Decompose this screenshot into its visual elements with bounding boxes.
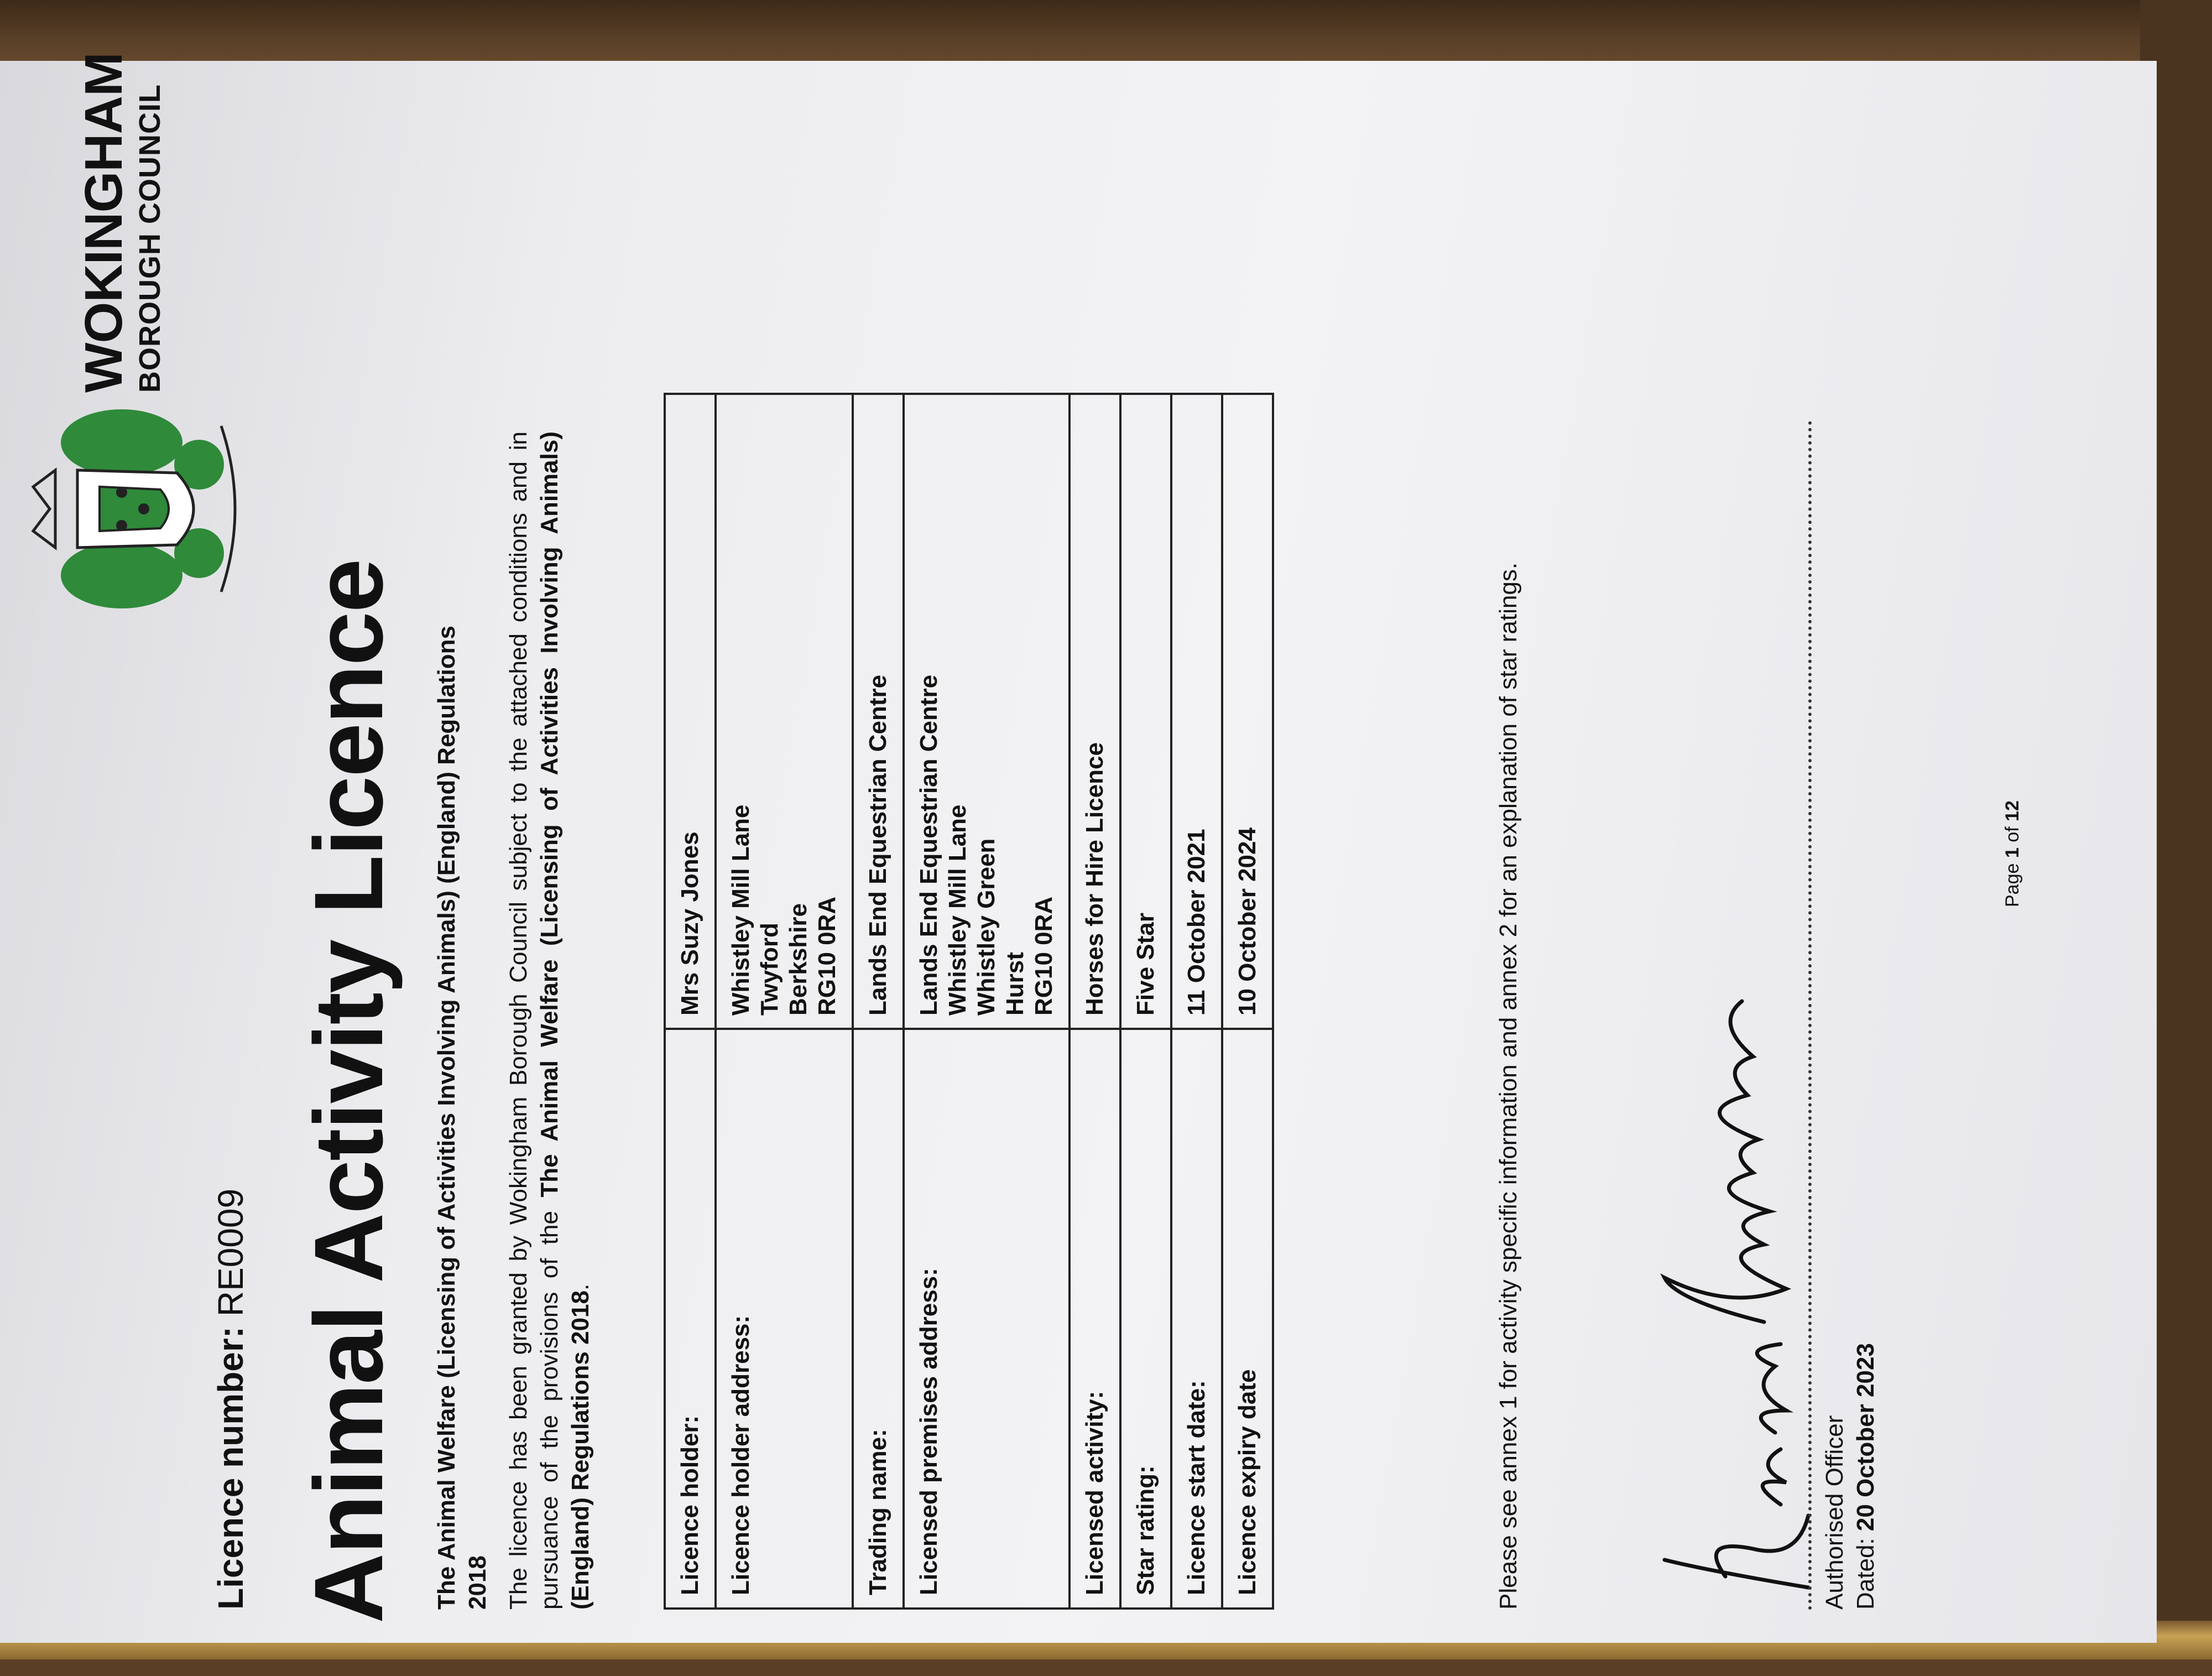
detail-value: Lands End Equestrian Centre — [853, 394, 904, 1029]
council-logo — [11, 53, 243, 614]
table-row — [1120, 394, 1171, 1609]
paper-sheet — [0, 53, 2157, 1643]
intro-text: The licence has been granted by Wokingham Borough Council subject to the attached conditions and in pursuance of the provisions of the — [505, 431, 563, 1610]
table-row — [1070, 394, 1120, 1609]
officer-block — [1819, 1343, 1881, 1610]
detail-label: Licence holder address: — [716, 1029, 853, 1609]
council-name: WOKINGHAM — [74, 53, 133, 393]
licence-page — [0, 53, 2101, 1676]
dated-label: Dated: — [1852, 1538, 1879, 1610]
pager-current: 1 — [2002, 847, 2023, 858]
detail-value: Whistley Mill Lane Twyford Berkshire RG10 0RA — [716, 394, 853, 1029]
dated-value: 20 October 2023 — [1852, 1343, 1879, 1532]
annex-note: Please see annex 1 for activity specific information and annex 2 for an explanation of star ratings. — [1495, 562, 1522, 1610]
detail-label: Licence expiry date — [1222, 1029, 1273, 1609]
detail-label: Licensed activity: — [1070, 1029, 1120, 1609]
pager-prefix: Page — [2002, 863, 2023, 907]
detail-label: Trading name: — [853, 1029, 904, 1609]
council-crest-icon — [11, 404, 243, 614]
detail-label: Licensed premises address: — [904, 1029, 1070, 1609]
table-row — [904, 394, 1070, 1609]
detail-label: Star rating: — [1120, 1029, 1171, 1609]
council-subtitle: BOROUGH COUNCIL — [133, 84, 166, 393]
signature-line — [1808, 420, 1812, 1610]
detail-value: Lands End Equestrian Centre Whistley Mill Lane Whistley Green Hurst RG10 0RA — [904, 394, 1070, 1029]
detail-value: Five Star — [1120, 394, 1171, 1029]
licence-number-label: Licence number: — [211, 1326, 251, 1610]
detail-value: 10 October 2024 — [1222, 394, 1273, 1029]
detail-value: Mrs Suzy Jones — [665, 394, 716, 1029]
officer-role: Authorised Officer — [1821, 1415, 1848, 1610]
table-row — [716, 394, 853, 1609]
intro-paragraph — [503, 431, 596, 1610]
table-row — [665, 394, 716, 1609]
licence-details-table — [664, 393, 1274, 1610]
council-wordmark — [74, 53, 169, 393]
intro-regulation: The Animal Welfare (Licensing of Activities Involving Animals) (England) Regulations 2018 — [536, 431, 594, 1610]
regulation-subtitle: The Animal Welfare (Licensing of Activities Involving Animals) (England) Regulations 2018 — [433, 626, 491, 1610]
intro-end: . — [567, 1283, 594, 1291]
signature-image — [1642, 946, 1825, 1610]
pager-total: 12 — [2002, 800, 2023, 821]
table-row — [1222, 394, 1273, 1609]
table-row — [853, 394, 904, 1609]
licence-number-value: RE0009 — [211, 1188, 251, 1317]
detail-value: 11 October 2021 — [1171, 394, 1222, 1029]
detail-value: Horses for Hire Licence — [1070, 394, 1120, 1029]
table-row — [1171, 394, 1222, 1609]
detail-label: Licence start date: — [1171, 1029, 1222, 1609]
page-number — [2002, 800, 2023, 907]
officer-dated — [1850, 1343, 1881, 1610]
licence-number — [210, 1189, 251, 1610]
page-title: Animal Activity Licence — [295, 559, 403, 1623]
pager-of: of — [2002, 826, 2023, 842]
detail-label: Licence holder: — [665, 1029, 716, 1609]
